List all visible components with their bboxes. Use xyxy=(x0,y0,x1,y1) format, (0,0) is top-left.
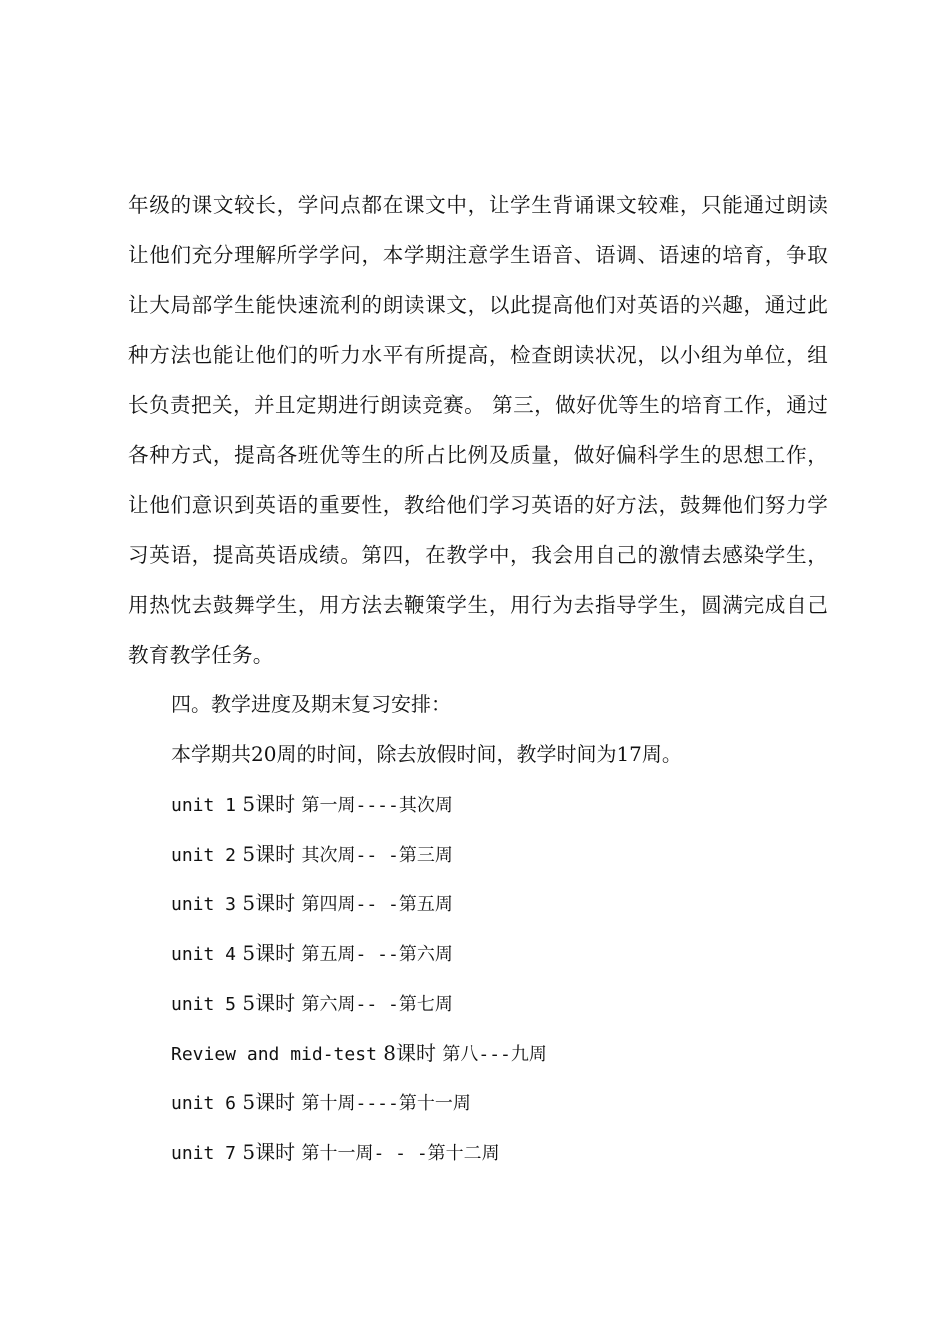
schedule-unit: unit 2 xyxy=(171,845,237,866)
body-paragraph: 年级的课文较长，学问点都在课文中，让学生背诵课文较难，只能通过朗读让他们充分理解所学学问，本学期注意学生语音、语调、语速的培育，争取让大局部学生能快速流利的朗读课文，以此提高他们对英语的兴趣，通过此种方法也能让他们的听力水平有所提高，检查朗读状况，以小组为单位，组长负责把关，并且定期进行朗读竞赛。 第三，做好优等生的培育工作，通过各种方式，提高各班优等生的所占比例及质量，做好偏科学生的思想工作，让他们意识到英语的重要性，教给他们学习英语的好方法，鼓舞他们努力学习英语，提高英语成绩。第四，在教学中，我会用自己的激情去感染学生，用热忱去鼓舞学生，用方法去鞭策学生，用行为去指导学生，圆满完成自己教育教学任务。 xyxy=(128,193,828,667)
schedule-row xyxy=(171,889,453,919)
schedule-weeks: 其次周-- -第三周 xyxy=(301,845,453,866)
schedule-row xyxy=(171,840,453,870)
schedule-unit: unit 7 xyxy=(171,1143,237,1164)
schedule-hours: 5课时 xyxy=(242,842,296,866)
schedule-hours: 5课时 xyxy=(242,941,296,965)
schedule-hours: 5课时 xyxy=(242,1090,296,1114)
schedule-hours: 5课时 xyxy=(242,1140,296,1164)
schedule-unit: Review and mid-test xyxy=(171,1044,377,1065)
schedule-unit: unit 3 xyxy=(171,894,237,915)
schedule-weeks: 第六周-- -第七周 xyxy=(301,994,453,1015)
schedule-row xyxy=(171,1088,471,1118)
schedule-hours: 8课时 xyxy=(383,1041,436,1065)
section-heading: 四。教学进度及期末复习安排： xyxy=(171,692,451,716)
schedule-weeks: 第四周-- -第五周 xyxy=(301,894,453,915)
schedule-unit: unit 6 xyxy=(171,1093,237,1114)
schedule-intro: 本学期共20周的时间，除去放假时间，教学时间为17周。 xyxy=(171,742,682,766)
schedule-weeks: 第一周----其次周 xyxy=(301,795,453,816)
schedule-hours: 5课时 xyxy=(242,792,296,816)
schedule-weeks: 第十一周- - -第十二周 xyxy=(301,1143,500,1164)
schedule-row xyxy=(171,989,453,1019)
schedule-hours: 5课时 xyxy=(242,991,296,1015)
schedule-hours: 5课时 xyxy=(242,891,296,915)
schedule-weeks: 第十周----第十一周 xyxy=(301,1093,471,1114)
schedule-weeks: 第八---九周 xyxy=(442,1044,547,1065)
schedule-unit: unit 4 xyxy=(171,944,237,965)
schedule-row xyxy=(171,939,453,969)
schedule-unit: unit 1 xyxy=(171,795,237,816)
schedule-row xyxy=(171,1138,500,1168)
schedule-row xyxy=(171,1039,547,1069)
schedule-row xyxy=(171,790,453,820)
schedule-unit: unit 5 xyxy=(171,994,237,1015)
schedule-weeks: 第五周- --第六周 xyxy=(301,944,453,965)
